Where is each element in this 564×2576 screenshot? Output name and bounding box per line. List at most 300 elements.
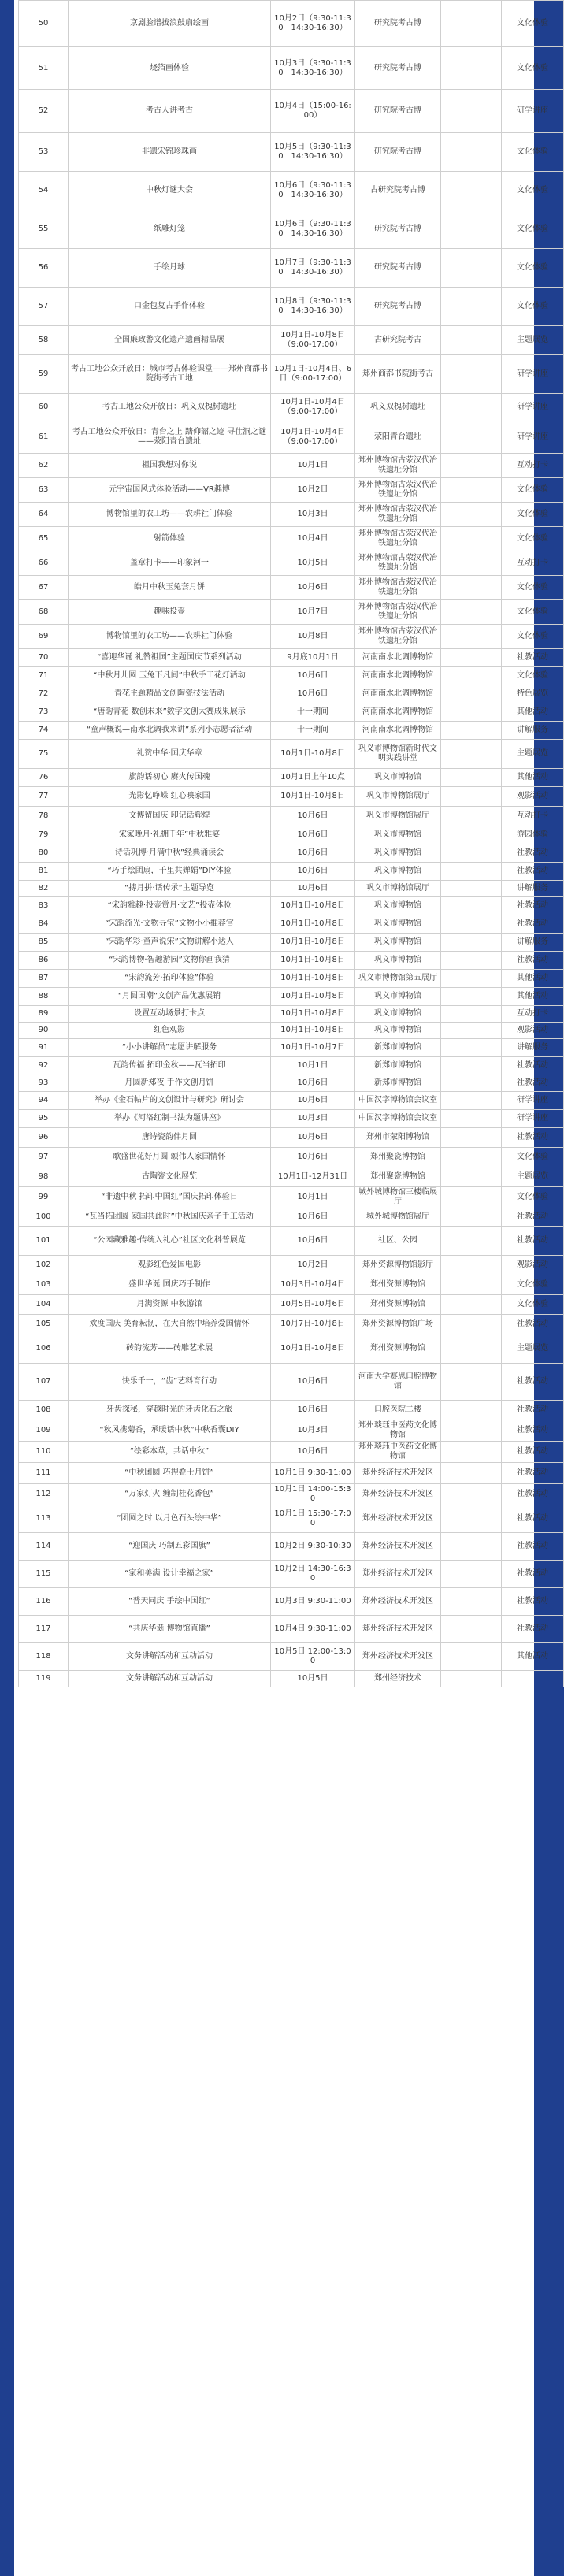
activity-time: 10月3日 (271, 1110, 355, 1128)
activity-type (441, 1334, 502, 1364)
activity-venue: 河南南水北调博物馆 (355, 703, 441, 722)
activity-venue: 郑州经济技术开发区 (355, 1643, 441, 1671)
activity-time: 10月1日-10月4日、6日（9:00-17:00） (271, 355, 355, 394)
activity-time: 10月6日 (271, 881, 355, 897)
activity-category: 文化体验 (502, 478, 564, 503)
activity-time: 10月1日 9:30-11:00 (271, 1463, 355, 1484)
activity-category: 研学讲座 (502, 90, 564, 133)
activity-category: 社教活动 (502, 863, 564, 881)
activity-venue: 郑州聚瓷博物馆 (355, 1167, 441, 1187)
row-number: 109 (19, 1420, 69, 1442)
activity-category: 文化体验 (502, 600, 564, 625)
activity-venue: 郑州博物馆古荥汉代冶铁遗址分馆 (355, 600, 441, 625)
activity-type (441, 1533, 502, 1561)
activity-type (441, 1006, 502, 1023)
activity-time: 10月1日-10月8日 (271, 915, 355, 934)
activity-category: 社教活动 (502, 1208, 564, 1227)
activity-venue: 巩义市博物馆展厅 (355, 787, 441, 807)
activity-category: 社教活动 (502, 1075, 564, 1092)
activity-venue: 河南南水北调博物馆 (355, 667, 441, 685)
activity-venue: 城外城博物馆三楼临展厅 (355, 1187, 441, 1208)
activity-name: 举办《金石帖片的文创设计与研究》研讨会 (69, 1092, 271, 1110)
activity-category: 互动打卡 (502, 807, 564, 826)
row-number: 96 (19, 1128, 69, 1148)
activity-type (441, 915, 502, 934)
activity-venue: 巩义市博物馆 (355, 844, 441, 863)
activity-category: 讲解服务 (502, 1039, 564, 1057)
activity-venue: 郑州博物馆古荥汉代冶铁遗址分馆 (355, 527, 441, 551)
activity-category: 文化体验 (502, 576, 564, 600)
activity-venue: 研究院考古博 (355, 288, 441, 326)
activity-time: 10月1日-10月8日（9:00-17:00） (271, 326, 355, 355)
activity-time: 10月4日 9:30-11:00 (271, 1616, 355, 1643)
activity-time: 10月6日 (271, 826, 355, 844)
table-row (19, 1533, 564, 1561)
table-row (19, 1227, 564, 1256)
row-number: 72 (19, 685, 69, 703)
activity-name: 光影忆峥嵘 红心映家国 (69, 787, 271, 807)
row-number: 86 (19, 952, 69, 970)
activity-venue: 研究院考古博 (355, 133, 441, 172)
table-row (19, 1334, 564, 1364)
activity-name: “绘彩本草，共话中秋” (69, 1442, 271, 1463)
activity-name: “万家灯火 缠制桂花香包” (69, 1484, 271, 1505)
table-row (19, 1057, 564, 1075)
activity-venue: 郑州资源博物馆影厅 (355, 1256, 441, 1275)
activity-time: 10月1日-12月31日 (271, 1167, 355, 1187)
activity-type (441, 685, 502, 703)
activity-type (441, 454, 502, 478)
row-number: 54 (19, 172, 69, 210)
activity-name: 口金包复古手作体验 (69, 288, 271, 326)
activity-venue: 巩义市博物馆 (355, 952, 441, 970)
activity-venue: 郑州琰珏中医药文化博物馆 (355, 1420, 441, 1442)
activity-category: 社教活动 (502, 1128, 564, 1148)
table-row (19, 897, 564, 915)
activity-type (441, 1442, 502, 1463)
activity-name: 古陶瓷文化展览 (69, 1167, 271, 1187)
activity-time: 10月1日 (271, 1187, 355, 1208)
row-number: 83 (19, 897, 69, 915)
table-row (19, 1128, 564, 1148)
activity-name: “小小讲解员”志愿讲解服务 (69, 1039, 271, 1057)
activity-category: 文化体验 (502, 1275, 564, 1295)
activity-category: 其他活动 (502, 970, 564, 988)
table-row (19, 667, 564, 685)
row-number: 71 (19, 667, 69, 685)
activity-name: 烧箔画体验 (69, 47, 271, 90)
activity-venue: 巩义市博物馆 (355, 1023, 441, 1039)
activity-category: 讲解服务 (502, 881, 564, 897)
activity-name: 皓月中秋玉兔套月饼 (69, 576, 271, 600)
activity-time: 10月5日 (271, 1671, 355, 1687)
activity-category: 研学讲座 (502, 1092, 564, 1110)
activity-venue: 郑州资源博物馆 (355, 1334, 441, 1364)
activity-type (441, 1505, 502, 1533)
activity-category: 文化体验 (502, 1, 564, 47)
activity-category: 社教活动 (502, 1505, 564, 1533)
activity-time: 10月3日 (271, 1420, 355, 1442)
row-number: 114 (19, 1533, 69, 1561)
row-number: 91 (19, 1039, 69, 1057)
activity-name: “团圆之时 以月色石头绘中华” (69, 1505, 271, 1533)
row-number: 82 (19, 881, 69, 897)
table-row (19, 807, 564, 826)
activity-time: 十一期间 (271, 722, 355, 740)
table-row (19, 740, 564, 769)
activity-venue: 河南南水北调博物馆 (355, 685, 441, 703)
activity-name: “搏月拼·话传承”主题导览 (69, 881, 271, 897)
activity-category: 讲解服务 (502, 934, 564, 952)
activity-type (441, 355, 502, 394)
activity-category: 社教活动 (502, 1315, 564, 1334)
activity-category: 其他活动 (502, 703, 564, 722)
activity-category: 游园体验 (502, 826, 564, 844)
activity-time: 10月1日 (271, 1057, 355, 1075)
activity-name: “普天同庆 手绘中国红” (69, 1588, 271, 1616)
activity-category: 观影活动 (502, 1023, 564, 1039)
activity-category: 观影活动 (502, 1256, 564, 1275)
table-row (19, 478, 564, 503)
table-row (19, 249, 564, 288)
row-number: 94 (19, 1092, 69, 1110)
table-row (19, 1643, 564, 1671)
table-row (19, 326, 564, 355)
activity-category: 研学讲座 (502, 355, 564, 394)
activity-time: 10月7日-10月8日 (271, 1315, 355, 1334)
row-number: 77 (19, 787, 69, 807)
activity-venue: 郑州资源博物馆广场 (355, 1315, 441, 1334)
activity-time: 10月1日-10月7日 (271, 1039, 355, 1057)
row-number: 55 (19, 210, 69, 249)
activity-time: 10月1日-10月8日 (271, 1334, 355, 1364)
activity-venue: 研究院考古博 (355, 249, 441, 288)
activity-type (441, 988, 502, 1006)
activity-name: 手绘月球 (69, 249, 271, 288)
activity-category: 文化体验 (502, 288, 564, 326)
row-number: 69 (19, 625, 69, 649)
table-row (19, 1208, 564, 1227)
activity-name: “非遗中秋 拓印中国红”国庆拓印体验日 (69, 1187, 271, 1208)
activity-category: 研学讲座 (502, 394, 564, 421)
row-number: 65 (19, 527, 69, 551)
table-row (19, 1, 564, 47)
table-row (19, 90, 564, 133)
activity-venue: 口腔医院二楼 (355, 1401, 441, 1420)
activity-venue: 巩义双槐树遗址 (355, 394, 441, 421)
activity-type (441, 1420, 502, 1442)
activity-name: 趣味投壶 (69, 600, 271, 625)
activity-time: 10月3日-10月4日 (271, 1275, 355, 1295)
row-number: 58 (19, 326, 69, 355)
activity-time: 10月5日 (271, 551, 355, 576)
activity-name: 文务讲解活动和互动活动 (69, 1643, 271, 1671)
table-row (19, 454, 564, 478)
table-row (19, 1006, 564, 1023)
row-number: 84 (19, 915, 69, 934)
row-number: 53 (19, 133, 69, 172)
table-row (19, 1561, 564, 1588)
activity-category: 互动打卡 (502, 551, 564, 576)
activity-time: 10月6日 (271, 1227, 355, 1256)
table-row (19, 394, 564, 421)
row-number: 64 (19, 503, 69, 527)
activity-venue: 郑州经济技术开发区 (355, 1463, 441, 1484)
row-number: 73 (19, 703, 69, 722)
activity-type (441, 1023, 502, 1039)
activity-time: 10月5日（9:30-11:30 14:30-16:30） (271, 133, 355, 172)
row-number: 88 (19, 988, 69, 1006)
activity-type (441, 649, 502, 667)
activity-name: 宋家晚月·礼拥千年”中秋雅宴 (69, 826, 271, 844)
activity-name: 纸雕灯笼 (69, 210, 271, 249)
activity-venue: 巩义市博物馆 (355, 934, 441, 952)
activity-type (441, 1039, 502, 1057)
activity-venue: 郑州经济技术开发区 (355, 1616, 441, 1643)
activity-time: 10月6日 (271, 1092, 355, 1110)
row-number: 76 (19, 769, 69, 787)
activity-category: 文化体验 (502, 1148, 564, 1167)
activity-name: 诗话巩博·月满中秋”经典诵读会 (69, 844, 271, 863)
activity-category: 其他活动 (502, 1643, 564, 1671)
row-number: 118 (19, 1643, 69, 1671)
activity-category: 社教活动 (502, 1364, 564, 1401)
activity-name: 歌盛世花好月圆 颂伟人家国情怀 (69, 1148, 271, 1167)
table-row (19, 551, 564, 576)
row-number: 52 (19, 90, 69, 133)
activity-name: 月圆新郑夜 手作文创月饼 (69, 1075, 271, 1092)
table-row (19, 1315, 564, 1334)
activity-venue: 巩义市博物馆展厅 (355, 881, 441, 897)
activity-name: 牙齿探秘，穿越时光的牙齿化石之旅 (69, 1401, 271, 1420)
activity-time: 10月1日 15:30-17:00 (271, 1505, 355, 1533)
table-row (19, 703, 564, 722)
activity-category: 社教活动 (502, 1484, 564, 1505)
activity-category: 社教活动 (502, 1057, 564, 1075)
activity-type (441, 934, 502, 952)
activity-time: 10月1日-10月8日 (271, 988, 355, 1006)
activity-type (441, 1561, 502, 1588)
activity-type (441, 1057, 502, 1075)
activity-time: 10月6日（9:30-11:30 14:30-16:30） (271, 210, 355, 249)
activity-name: 考古工地公众开放日：城市考古体验课堂——郑州商都书院街考古工地 (69, 355, 271, 394)
row-number: 60 (19, 394, 69, 421)
activity-category: 主题展览 (502, 1167, 564, 1187)
activity-time: 10月1日-10月8日 (271, 1006, 355, 1023)
table-row (19, 844, 564, 863)
activity-venue: 巩义市博物馆展厅 (355, 807, 441, 826)
table-row (19, 1110, 564, 1128)
row-number: 105 (19, 1315, 69, 1334)
activity-venue: 研究院考古博 (355, 47, 441, 90)
activity-name: 月满资源 中秋游馆 (69, 1295, 271, 1315)
activity-name: 盛世华诞 国庆巧手制作 (69, 1275, 271, 1295)
activity-time: 10月1日-10月8日 (271, 1023, 355, 1039)
row-number: 111 (19, 1463, 69, 1484)
activity-time: 10月2日 (271, 1256, 355, 1275)
activity-category: 社教活动 (502, 1533, 564, 1561)
table-row (19, 1616, 564, 1643)
activity-time: 10月6日 (271, 1401, 355, 1420)
activity-name: “宋韵华彩·童声说宋”文物讲解小达人 (69, 934, 271, 952)
activity-category: 社教活动 (502, 897, 564, 915)
activity-time: 10月2日 (271, 478, 355, 503)
activity-type (441, 1148, 502, 1167)
activity-venue: 郑州商都书院街考古 (355, 355, 441, 394)
activity-name: 考古工地公众开放日：青台之上 踏仰韶之迹 寻仕洞之谜——荥阳青台遗址 (69, 421, 271, 454)
table-row (19, 288, 564, 326)
activity-category: 特色展览 (502, 685, 564, 703)
row-number: 95 (19, 1110, 69, 1128)
activity-type (441, 844, 502, 863)
activity-type (441, 1401, 502, 1420)
table-row (19, 1588, 564, 1616)
activity-time: 10月4日（15:00-16:00） (271, 90, 355, 133)
activity-type (441, 551, 502, 576)
row-number: 70 (19, 649, 69, 667)
activity-time: 10月1日-10月8日 (271, 934, 355, 952)
activity-category: 其他活动 (502, 769, 564, 787)
table-row (19, 503, 564, 527)
activity-category: 互动打卡 (502, 454, 564, 478)
activity-venue: 中国汉字博物馆会议室 (355, 1092, 441, 1110)
activity-type (441, 1275, 502, 1295)
activity-category: 文化体验 (502, 172, 564, 210)
activity-type (441, 740, 502, 769)
activity-venue: 研究院考古博 (355, 90, 441, 133)
activity-venue: 古研究院考古 (355, 326, 441, 355)
activity-type (441, 1075, 502, 1092)
activity-category: 社教活动 (502, 649, 564, 667)
activity-name: 祖国我想对你说 (69, 454, 271, 478)
activity-time: 10月1日-10月8日 (271, 787, 355, 807)
table-row (19, 970, 564, 988)
activity-category: 文化体验 (502, 210, 564, 249)
activity-type (441, 394, 502, 421)
table-row (19, 421, 564, 454)
row-number: 90 (19, 1023, 69, 1039)
table-row (19, 934, 564, 952)
activity-time: 10月6日 (271, 685, 355, 703)
table-row (19, 881, 564, 897)
row-number: 59 (19, 355, 69, 394)
activity-venue: 巩义市博物馆 (355, 915, 441, 934)
activity-time: 10月1日 14:00-15:30 (271, 1484, 355, 1505)
activity-time: 10月1日-10月4日（9:00-17:00） (271, 394, 355, 421)
activity-time: 10月1日 (271, 454, 355, 478)
activity-name: 欢度国庆 美育耘韧，在大自然中培养爱国情怀 (69, 1315, 271, 1334)
activity-name: 快乐千一，“齿”艺料育行动 (69, 1364, 271, 1401)
activity-type (441, 527, 502, 551)
row-number: 50 (19, 1, 69, 47)
activity-type (441, 133, 502, 172)
activity-category: 文化体验 (502, 1187, 564, 1208)
table-row (19, 826, 564, 844)
row-number: 100 (19, 1208, 69, 1227)
activity-name: “喜迎华诞 礼赞祖国”主题国庆节系列活动 (69, 649, 271, 667)
row-number: 92 (19, 1057, 69, 1075)
table-row (19, 988, 564, 1006)
table-row (19, 625, 564, 649)
activity-venue: 郑州博物馆古荥汉代冶铁遗址分馆 (355, 503, 441, 527)
activity-venue: 研究院考古博 (355, 1, 441, 47)
activity-category: 社教活动 (502, 1463, 564, 1484)
activity-venue: 巩义市博物馆新时代文明实践讲堂 (355, 740, 441, 769)
row-number: 97 (19, 1148, 69, 1167)
activity-time: 10月7日（9:30-11:30 14:30-16:30） (271, 249, 355, 288)
table-row (19, 1505, 564, 1533)
activity-venue: 社区、公园 (355, 1227, 441, 1256)
table-row (19, 1256, 564, 1275)
activity-name: 博物馆里的农工坊——农耕社门体验 (69, 503, 271, 527)
activity-time: 10月5日-10月6日 (271, 1295, 355, 1315)
activity-time: 10月1日-10月8日 (271, 897, 355, 915)
table-row (19, 1023, 564, 1039)
table-row (19, 1148, 564, 1167)
activity-name: 文务讲解活动和互动活动 (69, 1671, 271, 1687)
activity-name: “公园藏雅趣·传统入礼心”社区文化科普展览 (69, 1227, 271, 1256)
activity-name: “秋风携菊香，承暖话中秋”中秋香囊DIY (69, 1420, 271, 1442)
activity-time: 10月2日 14:30-16:30 (271, 1561, 355, 1588)
activity-venue: 郑州经济技术开发区 (355, 1533, 441, 1561)
activity-venue: 郑州经济技术开发区 (355, 1505, 441, 1533)
table-row (19, 1295, 564, 1315)
table-row (19, 133, 564, 172)
activity-venue: 巩义市博物馆 (355, 863, 441, 881)
row-number: 57 (19, 288, 69, 326)
activity-venue: 郑州经济技术开发区 (355, 1484, 441, 1505)
activity-name: 博物馆里的农工坊——农耕社门体验 (69, 625, 271, 649)
activity-type (441, 600, 502, 625)
row-number: 89 (19, 1006, 69, 1023)
row-number: 63 (19, 478, 69, 503)
activity-time: 10月3日 (271, 503, 355, 527)
table-row (19, 787, 564, 807)
activity-time: 10月6日 (271, 1442, 355, 1463)
activity-name: “月圆国潮”文创产品优惠展销 (69, 988, 271, 1006)
row-number: 99 (19, 1187, 69, 1208)
row-number: 74 (19, 722, 69, 740)
activity-type (441, 1463, 502, 1484)
activity-venue: 郑州博物馆古荥汉代冶铁遗址分馆 (355, 551, 441, 576)
activity-category: 其他活动 (502, 988, 564, 1006)
activity-name: 旗韵话初心 赓火传国魂 (69, 769, 271, 787)
activity-name: 考古人讲考古 (69, 90, 271, 133)
activity-time: 10月1日上午10点 (271, 769, 355, 787)
activity-name: 非遗宋锦珍珠画 (69, 133, 271, 172)
table-row (19, 1401, 564, 1420)
table-row (19, 1484, 564, 1505)
activity-time: 10月6日 (271, 667, 355, 685)
table-row (19, 649, 564, 667)
table-row (19, 527, 564, 551)
activity-category: 研学讲座 (502, 421, 564, 454)
row-number: 108 (19, 1401, 69, 1420)
activity-venue: 郑州博物馆古荥汉代冶铁遗址分馆 (355, 478, 441, 503)
activity-venue: 古研究院考古博 (355, 172, 441, 210)
activity-category: 文化体验 (502, 503, 564, 527)
activity-venue: 郑州经济技术开发区 (355, 1561, 441, 1588)
activity-venue: 巩义市博物馆 (355, 897, 441, 915)
activity-name: 盖章打卡——印象河一 (69, 551, 271, 576)
table-row (19, 600, 564, 625)
table-row (19, 210, 564, 249)
row-number: 85 (19, 934, 69, 952)
activity-time: 9月底10月1日 (271, 649, 355, 667)
activity-name: “瓦当拓团圆 家国共此时”中秋国庆亲子手工活动 (69, 1208, 271, 1227)
activity-category (502, 1671, 564, 1687)
row-number: 66 (19, 551, 69, 576)
